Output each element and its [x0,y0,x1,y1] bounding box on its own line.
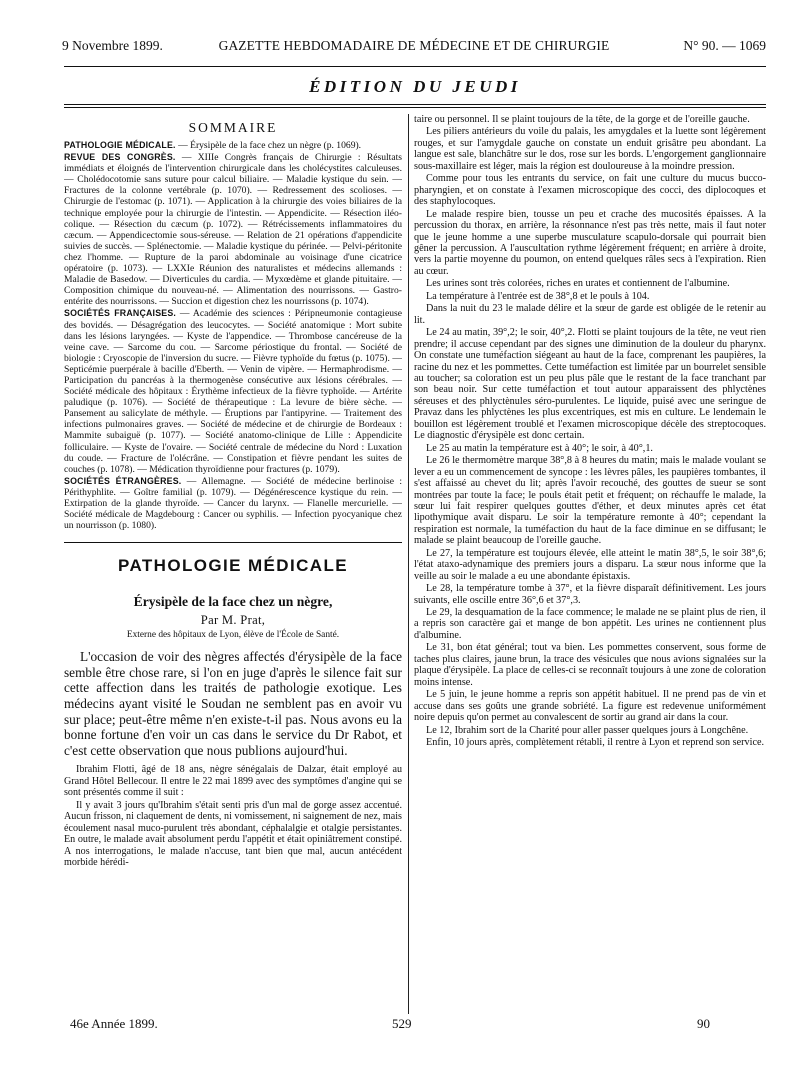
sommaire-entry-head: SOCIÉTÉS ÉTRANGÈRES. [64,475,182,486]
page-footer [64,1016,766,1034]
sommaire-entry-text: — Académie des sciences : Péripneumonie contagieuse des bovidés. — Désagrégation des leucocytes. — Société anatomique : Mort subite dans les lésions laryngées. — Kyste de l'appendice. — Thrombose cancéreuse de la veine cave. — Sarcome du cou. — Sarcome périostique du frontal. — Société de biologie : Cryoscopie de l'inversion du sucre. — Fièvre typhoïde du fœtus (p. 1075). — Septicémie puerpérale à bacille d'Eberth. — Venin de vipère. — Hermaphrodisme. — Participation du pancréas à la thermogenèse consécutive aux lésions cérébrales. — Société médicale des hôpitaux : Érythème infectieux de la fièvre typhoïde. — Artérite paludique (p. 1076). — Société de thérapeutique : La levure de bière sèche. — Pansement au salicylate de méthyle. — Éruptions par l'antipyrine. — Traitement des infections pulmonaires graves. — Société de médecine et de chirurgie de Bordeaux : Mammite subaiguë (p. 1077). — Société anatomo-clinique de Lille : Appendicite folliculaire. — Kyste de l'ovaire. — Société centrale de médecine du Nord : Luxation du coude. — Fracture de l'olécrâne. — Constipation et fièvre pendant les suites de couches (p. 1078). — Médication thyroïdienne pour fractures (p. 1079). [64,308,402,475]
article-body-right [414,114,766,748]
article-paragraph: Les piliers antérieurs du voile du palais, les amygdales et la luette sont légèrement rouges, et sur l'amygdale gauche on constate un enduit grisâtre peu abondant. La langue est sale, blanchâtre sur le dos, rose sur les bords. L'engorgement ganglionnaire sous-maxillaire est léger, mais la région est douloureuse à la moindre pression. [414,126,766,172]
article-paragraph: Le 24 au matin, 39°,2; le soir, 40°,2. Flotti se plaint toujours de la tête, ne veut rien prendre; il accuse cependant par des signes une diminution de la douleur du pharynx. On constate une tuméfaction siégeant au haut de la face, comprenant les paupières, la racine du nez et les pommettes. Cette tuméfaction est limitée par un bourrelet sensible au toucher; sa coloration est un peu plus pâle que le restant de la face tranchant par son beau noir. Sur cette tuméfaction et tout autour apparaissent des phlyctènes séreuses et des phlyctènules séro-purulentes. Le liquide, puisé avec une seringue de Pravaz dans les phlyctènes les plus excentriques, est mis en culture. Le lendemain le bouillon est légèrement troublé et l'examen microscopique décèle des streptocoques. Le diagnostic d'érysipèle est donc certain. [414,327,766,442]
article-paragraph: Le 27, la température est toujours élevée, elle atteint le matin 38°,5, le soir 38°,6; l'état ataxo-adynamique des premiers jours a disparu. La sœur nous informe que la veille au soir le malade a eu une abondante épistaxis. [414,547,766,582]
article-paragraph: Il y avait 3 jours qu'Ibrahim s'était senti pris d'un mal de gorge assez accentué. Aucun frisson, ni claquement de dents, ni vomissement, ni saignement de nez, mais écoulement nasal muco-purulent très abondant, céphalalgie et otalgie persistantes. En outre, le malade avait absolument perdu l'appétit et était opiniâtrement constipé. A nos interrogations, le malade n'accuse, tant bien que mal, aucun antécédent morbide hérédi- [64,799,402,869]
article-lead: L'occasion de voir des nègres affectés d'érysipèle de la face semble être chose rare, si l'on en juge d'après le silence fait sur cette affection dans les traités de pathologie exotique. Les médecins ayant visité le Soudan ne semblent pas en avoir vu sur place; peut-être même n'en existe-t-il pas. Nous avons eu la bonne fortune d'en voir un cas dans le service du Dr Rabot, et c'est cette observation que nous publions aujourd'hui. [64,649,402,758]
article-affiliation: Externe des hôpitaux de Lyon, élève de l'École de Santé. [126,630,340,641]
article-paragraph: Le 5 juin, le jeune homme a repris son appétit habituel. Il ne prend pas de vin et accuse dans ses goûts une grande sobriété. La figure est redevenue uniformément noire depuis qu'on permet au convalescent de sortir au grand air dans la cour. [414,689,766,724]
article-body-left [64,764,402,869]
article-paragraph: Le 26 le thermomètre marque 38°,8 à 8 heures du matin; mais le malade voulant se lever a eu un commencement de syncope : les lèvres pâles, les paupières tombantes, il s'est affaissé au chevet du lit; après l'avoir recouché, des gouttes de sueur se sont montrées par toute la face; le pouls était petit et fréquent; on réchauffe le malade, la sœur lui fait respirer quelques gouttes d'éther, et deux minutes après cet état lipothymique avait disparu. Le soir la température remonte à 40°; cependant la respiration est normale, la tuméfaction du haut de la face diminue en se diffusant; le malade se plaint beaucoup de l'oreille gauche. [414,455,766,547]
sommaire-entry-head: SOCIÉTÉS FRANÇAISES. [64,308,177,319]
article-paragraph: Les urines sont très colorées, riches en urates et contiennent de l'albumine. [426,278,730,290]
edition-rule-bottom [64,107,766,108]
sommaire-entry [64,152,402,307]
article-paragraph: Ibrahim Flotti, âgé de 18 ans, nègre sénégalais de Dalzar, était employé au Grand Hôtel Bellecour. Il entre le 22 mai 1899 avec des symptômes d'angine qui se sont présentés comme il suit : [64,764,402,799]
article-paragraph: Enfin, 10 jours après, complètement rétabli, il rentre à Lyon et reprend son service. [426,737,765,749]
sommaire-entry [64,140,402,151]
article-paragraph: La température à l'entrée est de 38°,8 et le pouls à 104. [426,290,650,302]
issue-number: N° 90. — 1069 [683,38,766,53]
sommaire-entry-head: PATHOLOGIE MÉDICALE. [64,140,176,150]
section-separator [64,542,402,543]
header-date: 9 Novembre 1899. [62,38,163,53]
article-paragraph: Le 28, la température tombe à 37°, et la fièvre disparaît définitivement. Les jours suivants, elle oscille entre 36°,6 et 37°,3. [414,583,766,606]
article-paragraph: Dans la nuit du 23 le malade délire et la sœur de garde est obligée de le retenir au lit. [414,303,766,326]
footer-number: 90 [697,1016,710,1031]
edition-rule-top [64,104,766,105]
article-title: Érysipèle de la face chez un nègre, [133,594,333,610]
sommaire-list [64,140,402,531]
article-paragraph: taire ou personnel. Il se plaint toujours de la tête, de la gorge et de l'oreille gauche. [414,114,750,125]
article-paragraph: Le 25 au matin la température est à 40°; le soir, à 40°,1. [426,442,653,454]
article-paragraph: Le malade respire bien, tousse un peu et crache des mucosités épaisses. A la percussion du thorax, en arrière, la résonnance n'est pas très nette, mais il faut noter que le jeune homme a une superbe musculature scapulo-dorsale qui pourrait bien gêner la percussion. A l'auscultation rythme légèrement fréquent; en arrière à droite, vers la partie moyenne du poumon, on entend quelques râles secs à l'expiration. Rien au cœur. [414,208,766,277]
article-paragraph: Le 31, bon état général; tout va bien. Les pommettes conservent, sous forme de taches plus claires, jaune brun, la trace des vésicules que nous avions signalées sur la plaque d'érysipèle. La place de celles-ci se reconnaît toujours à une zone de coloration moins intense. [414,642,766,688]
edition-title: ÉDITION DU JEUDI [309,77,521,96]
sommaire-title: SOMMAIRE [188,120,278,135]
right-column [414,114,766,1016]
header-rule [64,66,766,67]
article-paragraph: Le 29, la desquamation de la face commence; le malade ne se plaint plus de rien, il a repris son caractère gai et mange de bon appétit. Les urines ne contiennent plus d'albumine. [414,607,766,641]
footer-page: 529 [392,1016,412,1031]
section-title: PATHOLOGIE MÉDICALE [118,556,348,576]
footer-year: 46e Année 1899. [70,1016,158,1031]
sommaire-entry [64,476,402,531]
running-header [62,38,766,56]
sommaire-entry-text: — Érysipèle de la face chez un nègre (p. 1069). [175,140,362,151]
article-paragraph: Comme pour tous les entrants du service, on fait une culture du mucus bucco-pharyngien, et on constate à l'examen microscopique des cocci, des diplocoques et des staphylocoques. [414,173,766,208]
sommaire-entry [64,308,402,474]
journal-title: GAZETTE HEBDOMADAIRE DE MÉDECINE ET DE CHIRURGIE [218,38,610,53]
column-divider [408,114,409,1014]
article-author: Par M. Prat, [200,613,266,628]
article-paragraph: Le 12, Ibrahim sort de la Charité pour aller passer quelques jours à Longchêne. [426,724,749,736]
sommaire-entry-head: REVUE DES CONGRÈS. [64,152,176,163]
left-column [64,114,402,1016]
sommaire-entry-text: — XIIIe Congrès français de Chirurgie : Résultats immédiats et éloignés de l'intervention chirurgicale dans les cholécystites calculeuses. — Cholédocotomie sans suture pour calcul biliaire. — Maladie kystique du sein. — Fractures de la colonne vertébrale (p. 1070). — Redressement des scolioses. — Chirurgie de l'estomac (p. 1071). — Application à la chirurgie des voies biliaires de la technique employée pour la chirurgie de l'intestin. — Appendicite. — Résection iléo-colique. — Résection du cæcum (p. 1072). — Rétrécissements inflammatoires du cæcum. — Appendicectomie sous-séreuse. — Relation de 21 opérations d'appendicite suivies de succès. — Splénectomie. — Maladie kystique du périnée. — Pelvi-péritonite chez l'homme. — Rupture de la paroi abdominale au voisinage d'une cicatrice opératoire (p. 1073). — LXXIe Réunion des naturalistes et médecins allemands : Maladie de Basedow. — Diverticules du cardia. — Myxœdème et glande pituitaire. — Composition chimique du nouveau-né. — Alimentation des nourrissons. — Gastro-entérite des nourrissons. — Succion et digestion chez les nourrissons (p. 1074). [64,152,402,308]
sommaire-entry-text: — Allemagne. — Société de médecine berlinoise : Périthyphlite. — Goître familial (p. 1079). — Dégénérescence kystique du rein. — Extirpation de la glande thyroïde. — Cancer du larynx. — Flanelle mercurielle. — Société médicale de Magdebourg : Cancer ou syphilis. — Infection pyocyanique chez un nourrisson (p. 1080). [64,475,402,532]
